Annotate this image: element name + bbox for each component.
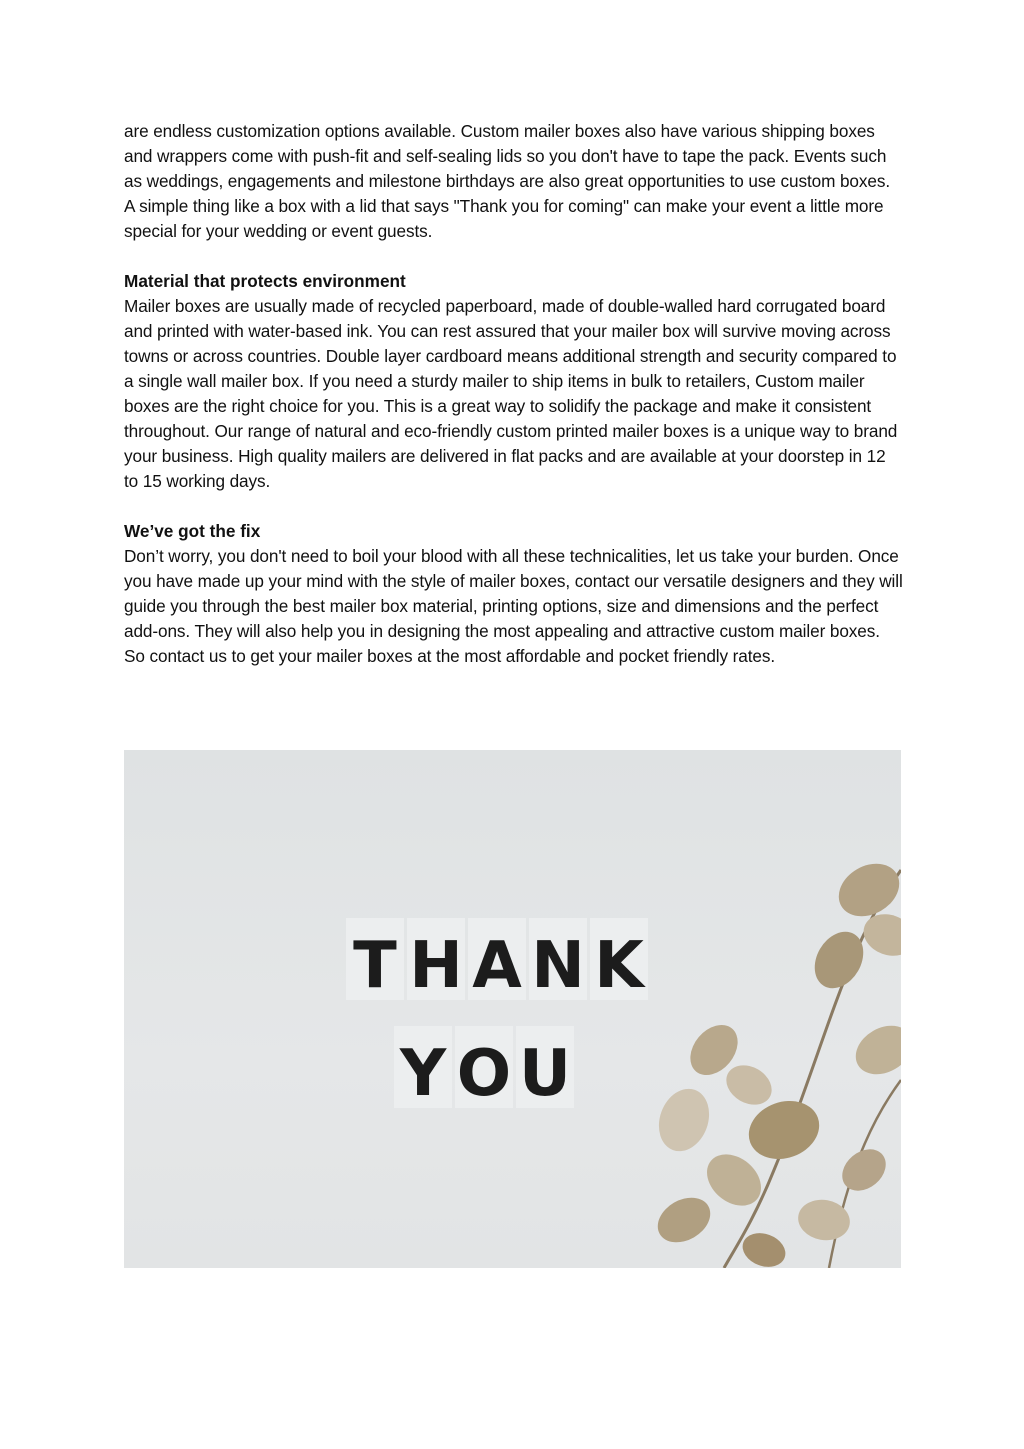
eucalyptus-leaves (650, 853, 901, 1268)
intro-paragraph: are endless customization options available. Custom mailer boxes also have various shipping boxes and wrappers come with push-fit and self-sealing lids so you don't have to tape the pack. Events such as weddings, engagements and milestone birthdays are also great opportunities to use custom boxes. A simple thing like a box with a lid that says "Thank you for coming" can make your event a little more special for your wedding or event guests. (124, 121, 891, 241)
tile-letter: N (531, 929, 585, 1003)
letter-tiles-you (394, 1026, 574, 1111)
tile-letter: K (594, 929, 644, 1003)
section-heading: Material that protects environment (124, 271, 406, 291)
tile-letter: H (409, 929, 463, 1003)
tile-letter: O (456, 1037, 512, 1111)
tile-letter: A (472, 929, 522, 1003)
tile-letter: Y (399, 1037, 447, 1111)
tile-letter: U (519, 1037, 571, 1111)
section-paragraph: Don’t worry, you don't need to boil your blood with all these technicalities, let us take your burden. Once you have made up your mind with the style of mailer boxes, contact our versatile designers and they will guide you through the best mailer box material, printing options, size and dimensions and the perfect add-ons. They will also help you in designing the most appealing and attractive custom mailer boxes. So contact us to get your mailer boxes at the most affordable and pocket friendly rates. (124, 546, 903, 666)
thank-you-photo (124, 750, 901, 1268)
section-fix (124, 519, 904, 669)
thank-you-illustration (124, 750, 901, 1268)
section-material (124, 269, 904, 494)
section-heading: We’ve got the fix (124, 521, 261, 541)
letter-tiles-thank (346, 918, 648, 1003)
tile-letter: T (353, 929, 397, 1003)
document-body (124, 119, 904, 669)
section-paragraph: Mailer boxes are usually made of recycled paperboard, made of double-walled hard corrugated board and printed with water-based ink. You can rest assured that your mailer box will survive moving across towns or across countries. Double layer cardboard means additional strength and security compared to a single wall mailer box. If you need a sturdy mailer to ship items in bulk to retailers, Custom mailer boxes are the right choice for you. This is a great way to solidify the package and make it consistent throughout. Our range of natural and eco-friendly custom printed mailer boxes is a unique way to brand your business. High quality mailers are delivered in flat packs and are available at your doorstep in 12 to 15 working days. (124, 296, 898, 491)
